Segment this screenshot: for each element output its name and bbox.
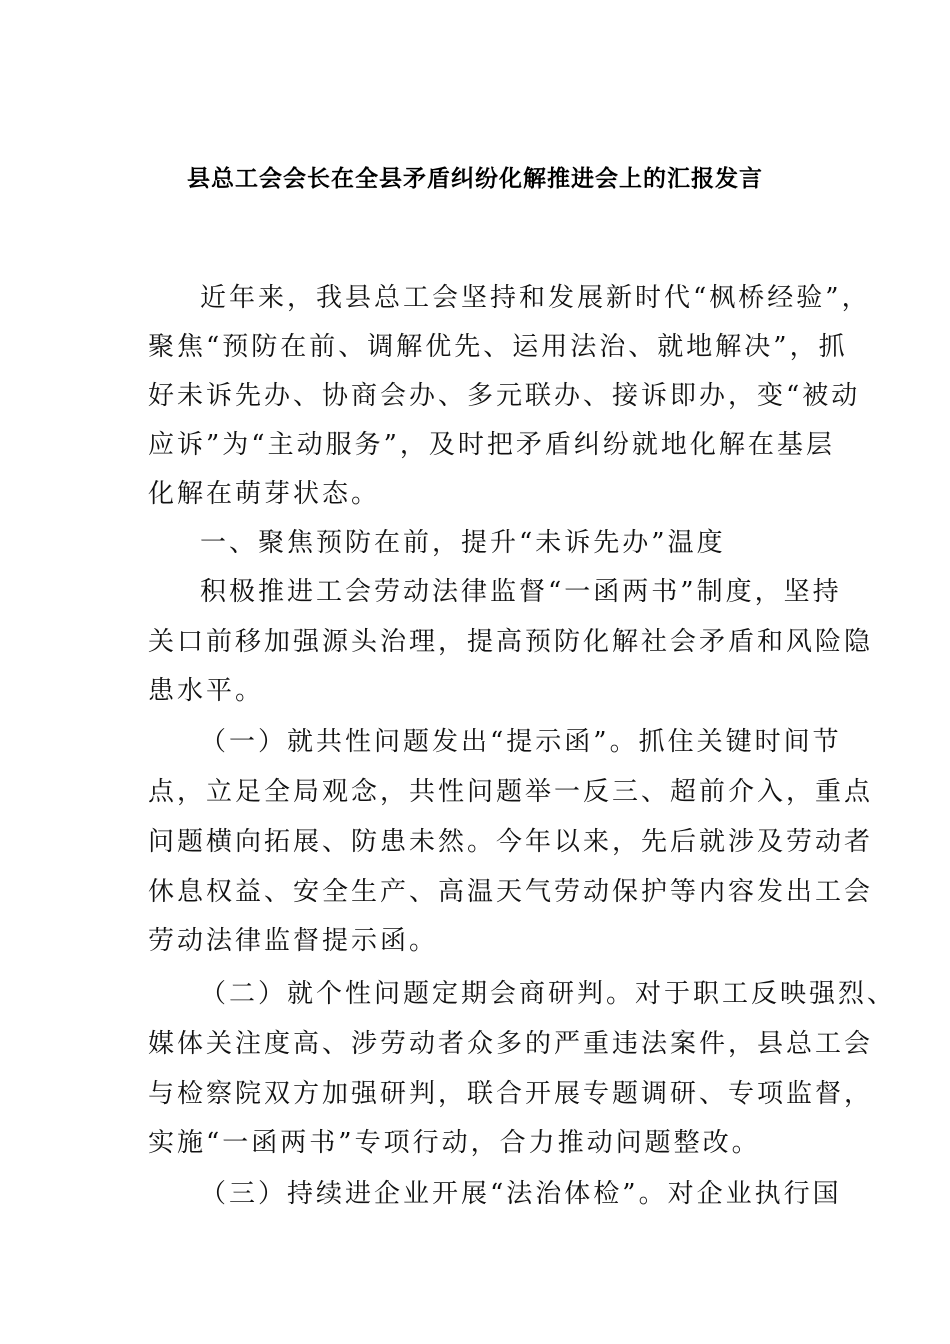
paragraph-line: 关口前移加强源头治理，提高预防化解社会矛盾和风险隐: [148, 627, 874, 657]
paragraph-line: 应诉”为“主动服务”，及时把矛盾纠纷就地化解在基层: [148, 430, 835, 460]
paragraph-line: 与检察院双方加强研判，联合开展专题调研、专项监督，: [148, 1079, 874, 1109]
paragraph-line: 劳动法律监督提示函。: [148, 926, 439, 956]
paragraph-line: 积极推进工会劳动法律监督“一函两书”制度，坚持: [200, 577, 842, 607]
paragraph-line: 媒体关注度高、涉劳动者众多的严重违法案件，县总工会: [148, 1029, 874, 1059]
section-heading: 一、聚焦预防在前，提升“未诉先办”温度: [200, 528, 726, 558]
paragraph-line: 实施“一函两书”专项行动，合力推动问题整改。: [148, 1128, 761, 1158]
paragraph-line: 化解在萌芽状态。: [148, 479, 381, 509]
paragraph-line: 好未诉先办、协商会办、多元联办、接诉即办，变“被动: [148, 381, 861, 411]
paragraph-line: 聚焦“预防在前、调解优先、运用法治、就地解决”，抓: [148, 332, 848, 362]
paragraph-line: 近年来，我县总工会坚持和发展新时代“枫桥经验”，: [200, 283, 871, 313]
paragraph-line: （一）就共性问题发出“提示函”。抓住关键时间节: [200, 727, 842, 757]
paragraph-line: 休息权益、安全生产、高温天气劳动保护等内容发出工会: [148, 877, 874, 907]
paragraph-line: 点，立足全局观念，共性问题举一反三、超前介入，重点: [148, 777, 874, 807]
paragraph-line: 患水平。: [148, 676, 265, 706]
paragraph-line: 问题横向拓展、防患未然。今年以来，先后就涉及劳动者: [148, 827, 874, 857]
paragraph-line: （三）持续进企业开展“法治体检”。对企业执行国: [200, 1179, 842, 1209]
paragraph-line: （二）就个性问题定期会商研判。对于职工反映强烈、: [200, 979, 897, 1009]
document-title: 县总工会会长在全县矛盾纠纷化解推进会上的汇报发言: [187, 166, 763, 192]
